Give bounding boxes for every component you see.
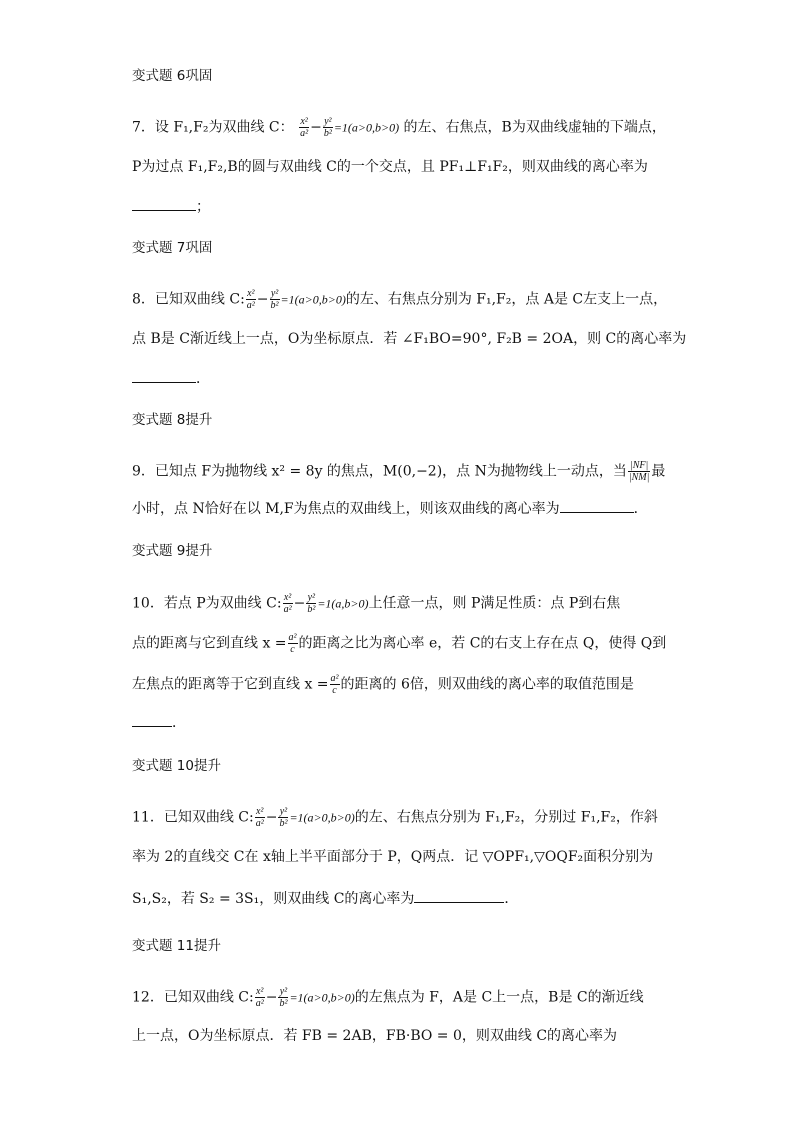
question-7-line-2: P为过点 F₁,F₂,B的圆与双曲线 C的一个交点，且 PF₁⊥F₁F₂，则双曲线的离心率为 bbox=[132, 159, 648, 175]
question-11-line-2: 率为 2的直线交 C在 x轴上半平面部分于 P，Q两点．记 ▽OPF₁,▽OQF₂面积分别为 bbox=[132, 849, 654, 865]
numerator: y² bbox=[324, 116, 332, 127]
question-11-line-3 bbox=[132, 888, 518, 909]
text: 7．设 F₁,F₂为双曲线 C： bbox=[132, 119, 294, 136]
section-heading: 变式题 11提升 bbox=[132, 938, 221, 954]
denominator: a² bbox=[255, 998, 264, 1009]
fraction bbox=[323, 116, 333, 139]
text: ． bbox=[196, 371, 210, 387]
answer-blank[interactable] bbox=[414, 888, 504, 903]
numerator: x² bbox=[255, 986, 264, 997]
denominator: c bbox=[332, 685, 337, 696]
section-heading: 变式题 8提升 bbox=[132, 412, 213, 428]
fraction bbox=[278, 806, 288, 829]
section-heading: 变式题 7巩固 bbox=[132, 240, 213, 256]
answer-blank[interactable] bbox=[132, 368, 196, 383]
fraction bbox=[306, 592, 316, 615]
section-heading: 变式题 6巩固 bbox=[132, 68, 213, 84]
answer-blank[interactable] bbox=[132, 196, 196, 211]
question-12-line-1: 12．已知双曲线 C: $\frac{\text{x²}}{\text{a²}}$ − $\frac{\text{y²}}{\text{b²}}$ =1(a>0,b>0)的左焦点为 F，A是 C上一点，B是 C的渐近线 bbox=[132, 986, 644, 1009]
condition: =1(a>0,b>0) bbox=[289, 810, 355, 825]
condition: =1(a>0,b>0) bbox=[280, 292, 346, 307]
condition: =1(a,b>0) bbox=[317, 596, 369, 611]
numerator: x² bbox=[255, 806, 264, 817]
numerator: y² bbox=[279, 986, 288, 997]
text: ； bbox=[196, 199, 210, 215]
numerator: y² bbox=[270, 288, 279, 299]
question-10-line-4 bbox=[132, 712, 186, 733]
question-8-line-1: 8．已知双曲线 C: $\frac{\text{x²}}{\text{a²}}$ − $\frac{\text{y²}}{\text{b²}}$ =1(a>0,b>0)的左、右焦点分别为 F₁,F₂，点 A是 C左支上一点， bbox=[132, 288, 668, 311]
question-10-line-1: 10．若点 P为双曲线 C: $\frac{\text{x²}}{\text{a²}}$ − $\frac{\text{y²}}{\text{b²}}$ =1(a,b>0)上任意一点，则 P满足性质：点 P到右焦 bbox=[132, 592, 621, 615]
text: 的左焦点为 F，A是 C上一点，B是 C的渐近线 bbox=[354, 989, 644, 1006]
section-heading: 变式题 9提升 bbox=[132, 543, 213, 559]
fraction bbox=[255, 986, 265, 1009]
denominator: a² bbox=[300, 128, 309, 139]
text: 11．已知双曲线 C: bbox=[132, 809, 254, 826]
fraction bbox=[246, 288, 256, 311]
text: 小时，点 N恰好在以 M,F为焦点的双曲线上，则该双曲线的离心率为 bbox=[132, 501, 560, 517]
text: 的距离之比为离心率 e，若 C的右支上存在点 Q，使得 Q到 bbox=[298, 635, 667, 652]
fraction bbox=[299, 116, 309, 139]
text: 9．已知点 F为抛物线 x² = 8y 的焦点，M(0,−2)，点 N为抛物线上一动点，当 bbox=[132, 463, 627, 480]
fraction bbox=[288, 632, 298, 655]
text: 的左、右焦点分别为 F₁,F₂，点 A是 C左支上一点， bbox=[345, 291, 668, 308]
section-heading: 变式题 10提升 bbox=[132, 758, 221, 774]
question-11-line-1: 11．已知双曲线 C: $\frac{\text{x²}}{\text{a²}}$ − $\frac{\text{y²}}{\text{b²}}$ =1(a>0,b>0)的左、右焦点分别为 F₁,F₂，分别过 F₁,F₂，作斜 bbox=[132, 806, 658, 829]
answer-blank[interactable] bbox=[132, 712, 172, 727]
text: ． bbox=[633, 501, 648, 517]
fraction bbox=[628, 460, 651, 483]
numerator: y² bbox=[279, 806, 288, 817]
question-8-line-2: 点 B是 C渐近线上一点，O为坐标原点．若 ∠F₁BO=90°, F₂B = 2OA，则 C的离心率为 bbox=[132, 331, 687, 347]
numerator: |NF| bbox=[628, 460, 651, 472]
question-7-line-3 bbox=[132, 196, 210, 217]
text: 左焦点的距离等于它到直线 x = bbox=[132, 676, 329, 693]
numerator: x² bbox=[300, 116, 308, 127]
text: 最 bbox=[651, 463, 666, 480]
numerator: y² bbox=[307, 592, 316, 603]
denominator: b² bbox=[323, 128, 332, 139]
question-12-line-2: 上一点，O为坐标原点．若 FB = 2AB，FB·BO = 0，则双曲线 C的离心率为 bbox=[132, 1028, 618, 1044]
text: 12．已知双曲线 C: bbox=[132, 989, 254, 1006]
text: ． bbox=[504, 891, 519, 907]
fraction bbox=[255, 806, 265, 829]
numerator: a² bbox=[288, 632, 297, 643]
denominator: |NM| bbox=[628, 472, 650, 483]
text: 10．若点 P为双曲线 C: bbox=[132, 595, 282, 612]
text: 上任意一点，则 P满足性质：点 P到右焦 bbox=[368, 595, 621, 612]
denominator: a² bbox=[255, 818, 264, 829]
numerator: x² bbox=[247, 288, 255, 299]
condition: =1(a>0,b>0) bbox=[289, 990, 355, 1005]
denominator: b² bbox=[279, 998, 288, 1009]
denominator: b² bbox=[279, 818, 288, 829]
denominator: b² bbox=[307, 604, 316, 615]
text: 8．已知双曲线 C: bbox=[132, 291, 245, 308]
question-10-line-2 bbox=[132, 632, 666, 655]
text: 的距离的 6倍，则双曲线的离心率的取值范围是 bbox=[340, 676, 634, 693]
numerator: a² bbox=[330, 673, 339, 684]
text: 的左、右焦点分别为 F₁,F₂，分别过 F₁,F₂，作斜 bbox=[354, 809, 658, 826]
question-9-line-2 bbox=[132, 498, 648, 519]
fraction bbox=[278, 986, 288, 1009]
denominator: c bbox=[290, 644, 295, 655]
text: ． bbox=[172, 715, 186, 731]
numerator: x² bbox=[283, 592, 292, 603]
text: 点的距离与它到直线 x = bbox=[132, 635, 287, 652]
fraction bbox=[270, 288, 280, 311]
question-10-line-3 bbox=[132, 673, 634, 696]
text: S₁,S₂，若 S₂ = 3S₁，则双曲线 C的离心率为 bbox=[132, 891, 415, 907]
condition: =1(a>0,b>0) bbox=[333, 120, 400, 135]
question-9-line-1 bbox=[132, 460, 665, 483]
fraction bbox=[330, 673, 340, 696]
question-8-line-3 bbox=[132, 368, 210, 389]
denominator: b² bbox=[270, 300, 279, 311]
answer-blank[interactable] bbox=[560, 498, 634, 513]
denominator: a² bbox=[246, 300, 255, 311]
fraction bbox=[283, 592, 293, 615]
question-7-line-1: 7．设 F₁,F₂为双曲线 C： $\frac{\text{x²}}{\text{a²}}$ − $\frac{\text{y²}}{\text{b²}}$ =1(a>0,b>0) 的左、右焦点，B为双曲线虚轴的下端点， bbox=[132, 116, 666, 139]
denominator: a² bbox=[283, 604, 292, 615]
text: 的左、右焦点，B为双曲线虚轴的下端点， bbox=[399, 119, 666, 136]
